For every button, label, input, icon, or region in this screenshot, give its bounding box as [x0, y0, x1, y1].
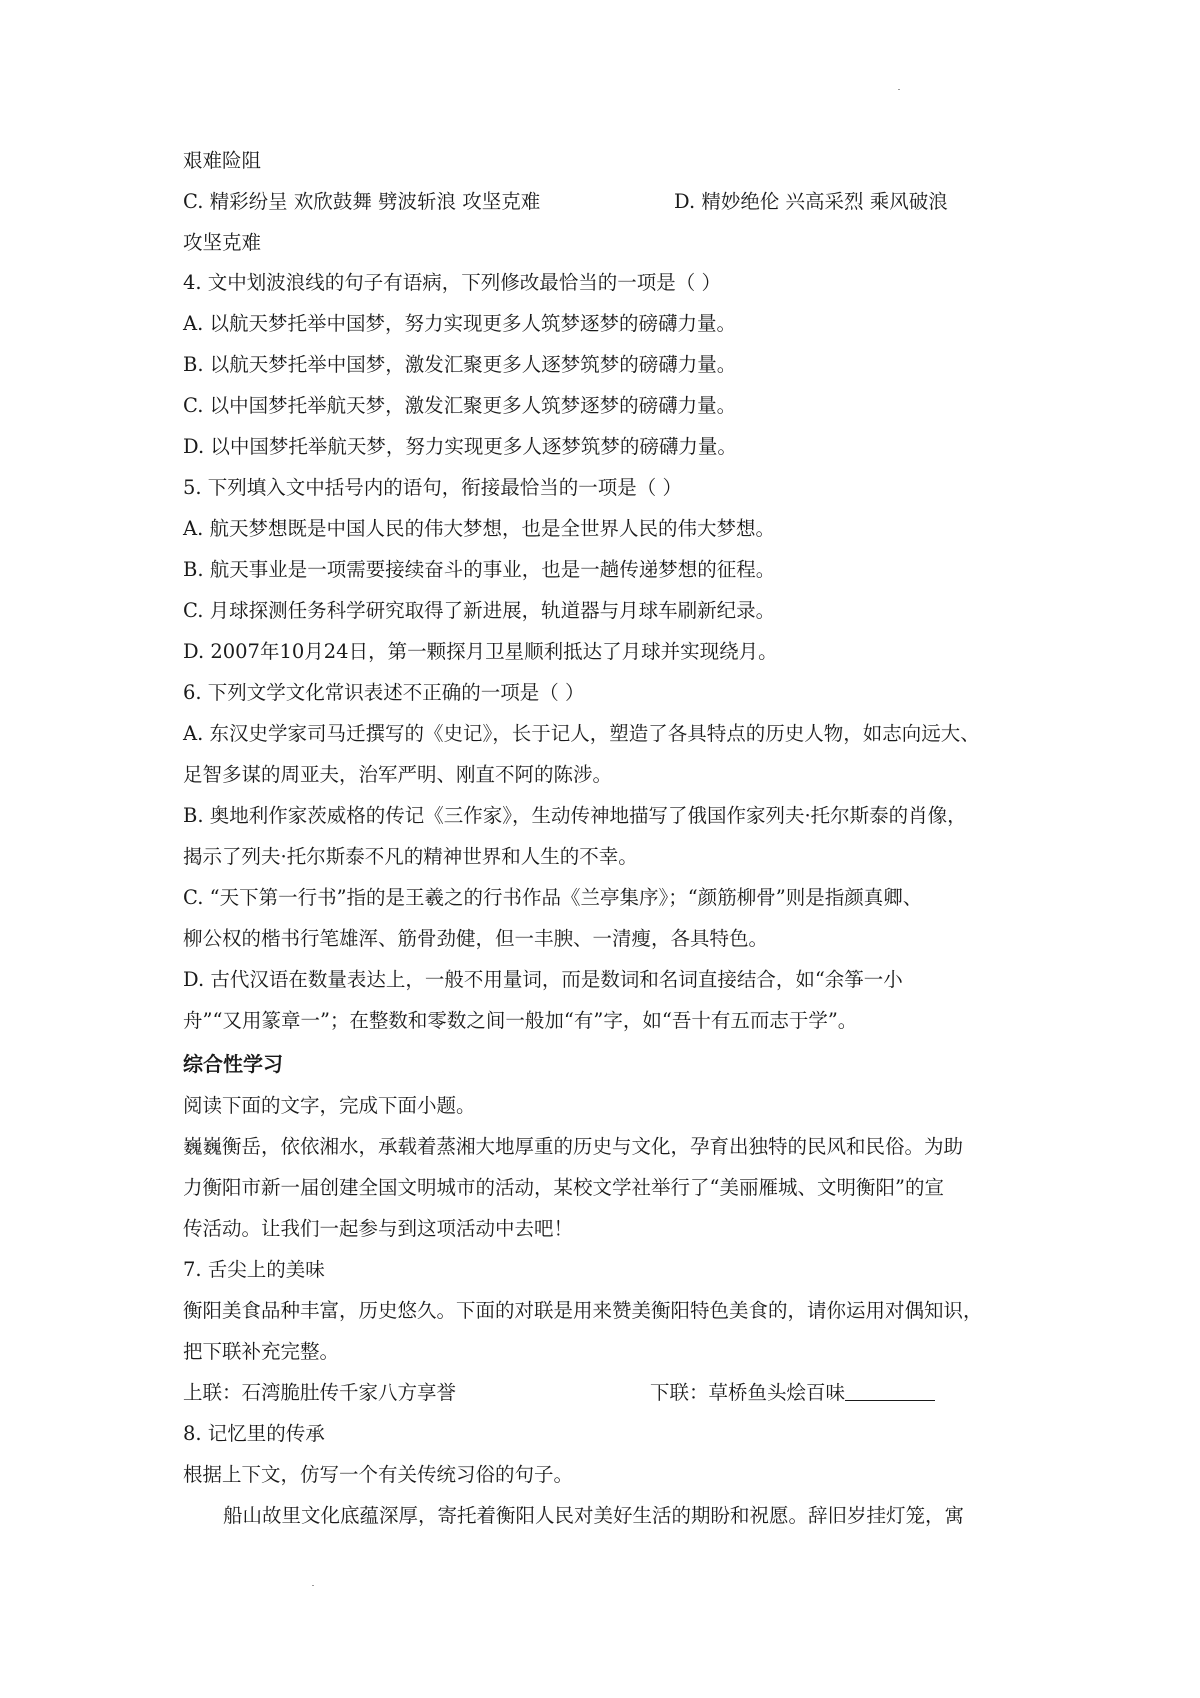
question-4: 4. 文中划波浪线的句子有语病，下列修改最恰当的一项是（ ）	[183, 271, 722, 294]
option-line: B. 奥地利作家茨威格的传记《三作家》，生动传神地描写了俄国作家列夫·托尔斯泰的肖像，	[183, 804, 967, 827]
section-heading: 综合性学习	[183, 1052, 283, 1076]
option-line: A. 以航天梦托举中国梦，努力实现更多人筑梦逐梦的磅礴力量。	[183, 312, 736, 335]
option-c-line: C. 精彩纷呈 欢欣鼓舞 劈波斩浪 攻坚克难	[183, 190, 541, 213]
question-7: 7. 舌尖上的美味	[183, 1258, 325, 1281]
passage-line: 巍巍衡岳，依依湘水，承载着蒸湘大地厚重的历史与文化，孕育出独特的民风和民俗。为助	[183, 1135, 964, 1158]
couplet-lower-text: 下联：草桥鱼头烩百味	[650, 1381, 846, 1404]
question-6: 6. 下列文学文化常识表述不正确的一项是（ ）	[183, 681, 585, 704]
option-line: 舟”“又用篆章一”；在整数和零数之间一般加“有”字，如“吾十有五而志于学”。	[183, 1009, 858, 1032]
text-line: 攻坚克难	[183, 231, 262, 254]
question-5: 5. 下列填入文中括号内的语句，衔接最恰当的一项是（ ）	[183, 476, 683, 499]
scan-speck	[898, 89, 900, 90]
option-line: 足智多谋的周亚夫，治军严明、刚直不阿的陈涉。	[183, 763, 613, 786]
text-line: 船山故里文化底蕴深厚，寄托着衡阳人民对美好生活的期盼和祝愿。辞旧岁挂灯笼，寓	[223, 1504, 965, 1527]
passage-line: 传活动。让我们一起参与到这项活动中去吧！	[183, 1217, 574, 1240]
couplet-lower	[650, 1380, 935, 1406]
passage-line: 力衡阳市新一届创建全国文明城市的活动，某校文学社举行了“美丽雁城、文明衡阳”的宣	[183, 1176, 944, 1199]
option-line: C. “天下第一行书”指的是王羲之的行书作品《兰亭集序》；“颜筋柳骨”则是指颜真卿、	[183, 886, 923, 909]
text-line: 把下联补充完整。	[183, 1340, 340, 1363]
option-line: 柳公权的楷书行笔雄浑、筋骨劲健，但一丰腴、一清瘦，各具特色。	[183, 927, 769, 950]
option-d-line: D. 精妙绝伦 兴高采烈 乘风破浪	[674, 190, 948, 213]
option-line: D. 古代汉语在数量表达上，一般不用量词，而是数词和名词直接结合，如“余筝一小	[183, 968, 903, 991]
option-line: C. 月球探测任务科学研究取得了新进展，轨道器与月球车刷新纪录。	[183, 599, 776, 622]
option-line: A. 东汉史学家司马迁撰写的《史记》，长于记人，塑造了各具特点的历史人物，如志向远大、	[183, 722, 980, 745]
couplet-upper: 上联：石湾脆肚传千家八方享誉	[183, 1381, 457, 1404]
option-line: C. 以中国梦托举航天梦，激发汇聚更多人筑梦逐梦的磅礴力量。	[183, 394, 737, 417]
option-line: B. 以航天梦托举中国梦，激发汇聚更多人逐梦筑梦的磅礴力量。	[183, 353, 737, 376]
option-line: B. 航天事业是一项需要接续奋斗的事业，也是一趟传递梦想的征程。	[183, 558, 776, 581]
text-line: 衡阳美食品种丰富，历史悠久。下面的对联是用来赞美衡阳特色美食的，请你运用对偶知识，	[183, 1299, 983, 1322]
option-line: A. 航天梦想既是中国人民的伟大梦想，也是全世界人民的伟大梦想。	[183, 517, 775, 540]
text-line: 艰难险阻	[183, 149, 262, 172]
option-line: 揭示了列夫·托尔斯泰不凡的精神世界和人生的不幸。	[183, 845, 638, 868]
instruction-line: 阅读下面的文字，完成下面小题。	[183, 1094, 476, 1117]
answer-blank[interactable]	[845, 1380, 935, 1401]
text-line: 根据上下文，仿写一个有关传统习俗的句子。	[183, 1463, 574, 1486]
question-8: 8. 记忆里的传承	[183, 1422, 325, 1445]
option-line: D. 以中国梦托举航天梦，努力实现更多人逐梦筑梦的磅礴力量。	[183, 435, 737, 458]
option-line: D. 2007年10月24日，第一颗探月卫星顺利抵达了月球并实现绕月。	[183, 640, 778, 663]
scan-speck	[312, 1585, 314, 1586]
